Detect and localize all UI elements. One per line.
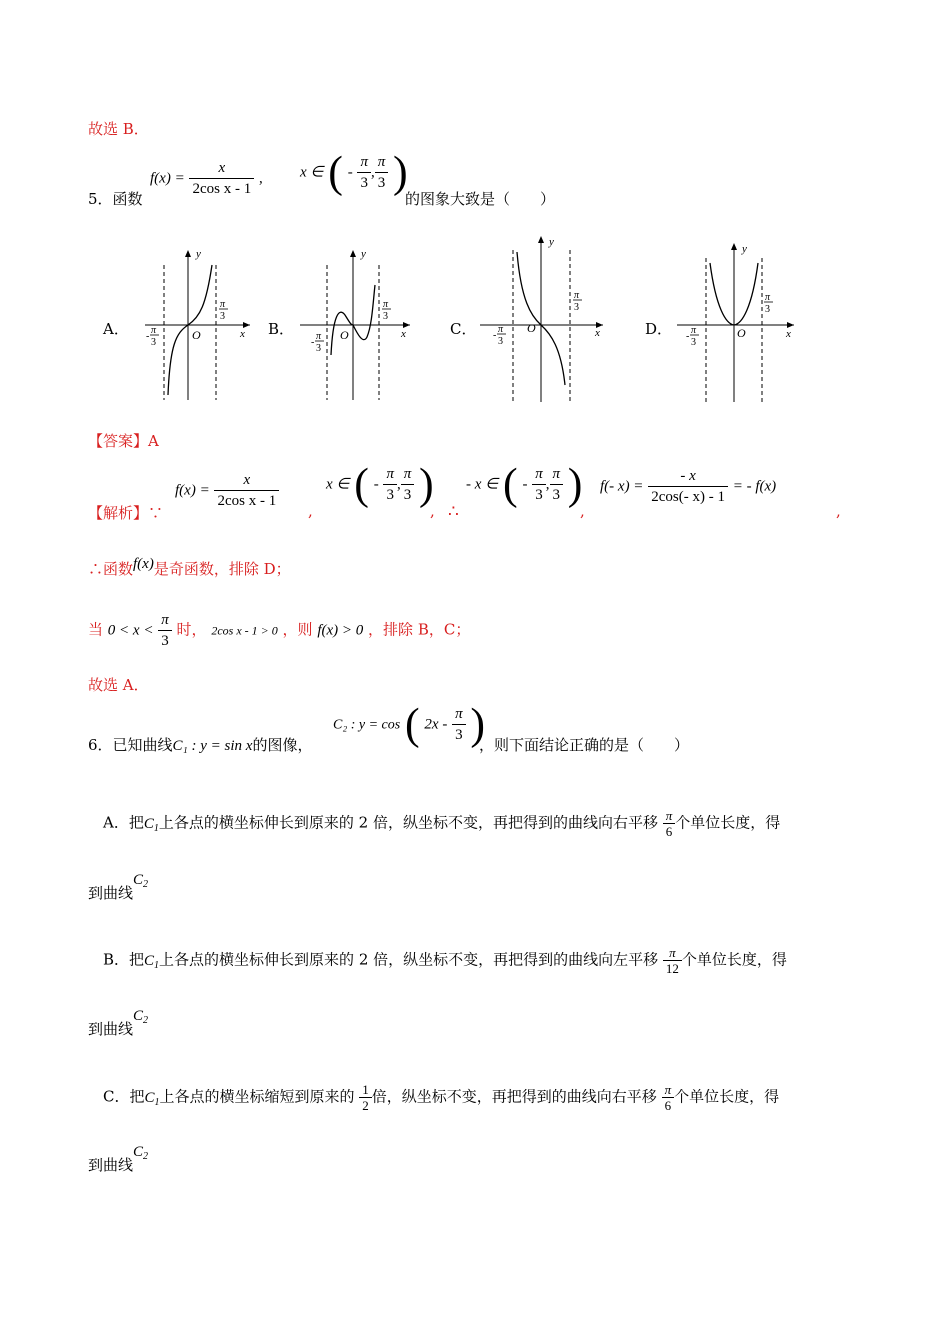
neg-tick-minus: - (686, 331, 690, 342)
explain-comma-3: , (580, 502, 585, 520)
explain-comma-2: , (430, 502, 435, 520)
explain-comma-4: , (836, 502, 841, 520)
q5-tail: 的图象大致是（ ） (405, 190, 556, 208)
option-d-label[interactable]: D． (645, 320, 673, 338)
neg-tick-three: 3 (498, 336, 503, 347)
tick-three: 3 (765, 304, 770, 315)
neg-tick-pi: π (498, 324, 504, 335)
neg-tick-minus: - (311, 337, 315, 348)
option-b-label[interactable]: B． (268, 320, 295, 338)
option-b-graph[interactable] (295, 245, 420, 405)
neg-tick-three: 3 (151, 337, 156, 348)
explain-neg-domain: - x ∈ ( - $\frac{\pi}{3}$ , $\frac{\pi}{3}$ ) (466, 459, 583, 509)
q6-option-c[interactable]: C．把$C_1$上各点的横坐标缩短到原来的 $\frac{1}{2}$ 倍，纵坐标不变，再把得到的曲线向右平移 $\frac{\pi}{6}$ 个单位长度，得 (103, 1082, 780, 1113)
option-d-graph[interactable] (672, 238, 800, 405)
tick-three: 3 (574, 302, 579, 313)
axis-y-label: y (742, 243, 747, 255)
q5-function: f(x) = $\frac{x}{\text{2cos x - 1}}$ , (150, 160, 263, 197)
therefore-symbol: ∴ (448, 502, 459, 522)
explain-comma-1: , (308, 502, 313, 520)
tick-pi: π (383, 299, 389, 310)
odd-function-line: ∴函数f(x)是奇函数，排除 D； (88, 556, 291, 578)
explain-domain: x ∈ ( - $\frac{\pi}{3}$ , $\frac{\pi}{3}$ ) (326, 459, 434, 509)
explain-f-neg: f(- x) = $\frac{- x}{2\cos(- x) - 1}$ = - f(x) (600, 468, 777, 505)
origin-label: O (527, 321, 536, 335)
q6-tail: ，则下面结论正确的是（ ） (479, 736, 690, 754)
answer-label: 【答案】A (88, 432, 159, 450)
neg-tick-three: 3 (691, 337, 696, 348)
q5-domain: x ∈ ( - $\frac{\pi}{3}$ , $\frac{\pi}{3}$ ) (300, 147, 408, 197)
tick-three: 3 (220, 311, 225, 322)
tick-three: 3 (383, 311, 388, 322)
origin-label: O (340, 328, 349, 342)
option-a-label[interactable]: A． (103, 320, 129, 338)
axis-x-label: x (786, 328, 791, 340)
neg-tick-three: 3 (316, 343, 321, 354)
conclusion-a: 故选 A． (88, 676, 149, 694)
positive-line: 当 0 < x < $\frac{\pi}{3}$ 时， 2cos x - 1 > 0 ，则 f(x) > 0 ，排除 B，C； (88, 612, 471, 649)
option-c-label[interactable]: C． (450, 320, 477, 338)
neg-tick-pi: π (151, 325, 157, 336)
q6-option-c-cont: 到曲线$C_2$ (88, 1144, 149, 1174)
origin-label: O (737, 326, 746, 340)
q6-stem: 6．已知曲线C₁ : y = sin x的图像， (88, 736, 313, 754)
q6-option-a[interactable]: A．把$C_1$上各点的横坐标伸长到原来的 2 倍，纵坐标不变，再把得到的曲线向右平移 $\frac{\pi}{6}$ 个单位长度，得 (103, 808, 781, 839)
explain-function: f(x) = $\frac{x}{\text{2cos x - 1}}$ (175, 470, 279, 511)
axis-x-label: x (401, 328, 406, 340)
axis-y-label: y (549, 236, 554, 248)
q5-number: 5．函数 (88, 190, 143, 208)
axis-y-label: y (361, 248, 366, 260)
neg-tick-pi: π (691, 325, 697, 336)
q6-option-a-cont: 到曲线$C_2$ (88, 872, 149, 902)
axis-x-label: x (240, 328, 245, 340)
q6-option-b[interactable]: B．把$C_1$上各点的横坐标伸长到原来的 2 倍，纵坐标不变，再把得到的曲线向左平移 $\frac{\pi}{12}$ 个单位长度，得 (103, 945, 787, 976)
axis-x-label: x (595, 327, 600, 339)
explain-label: 【解析】∵ (88, 504, 164, 522)
q6-c2: C₂ : y = cos ( 2x - $\frac{\pi}{3}$ ) (333, 699, 486, 749)
neg-tick-pi: π (316, 331, 322, 342)
axis-y-label: y (196, 248, 201, 260)
option-c-graph[interactable] (475, 230, 610, 405)
neg-tick-minus: - (146, 331, 150, 342)
neg-tick-minus: - (493, 330, 497, 341)
q6-option-b-cont: 到曲线$C_2$ (88, 1008, 149, 1038)
tick-pi: π (574, 290, 580, 301)
tick-pi: π (220, 299, 226, 310)
option-a-graph[interactable] (140, 245, 260, 405)
tick-pi: π (765, 292, 771, 303)
conclusion-b: 故选 B． (88, 120, 149, 138)
origin-label: O (192, 328, 201, 342)
